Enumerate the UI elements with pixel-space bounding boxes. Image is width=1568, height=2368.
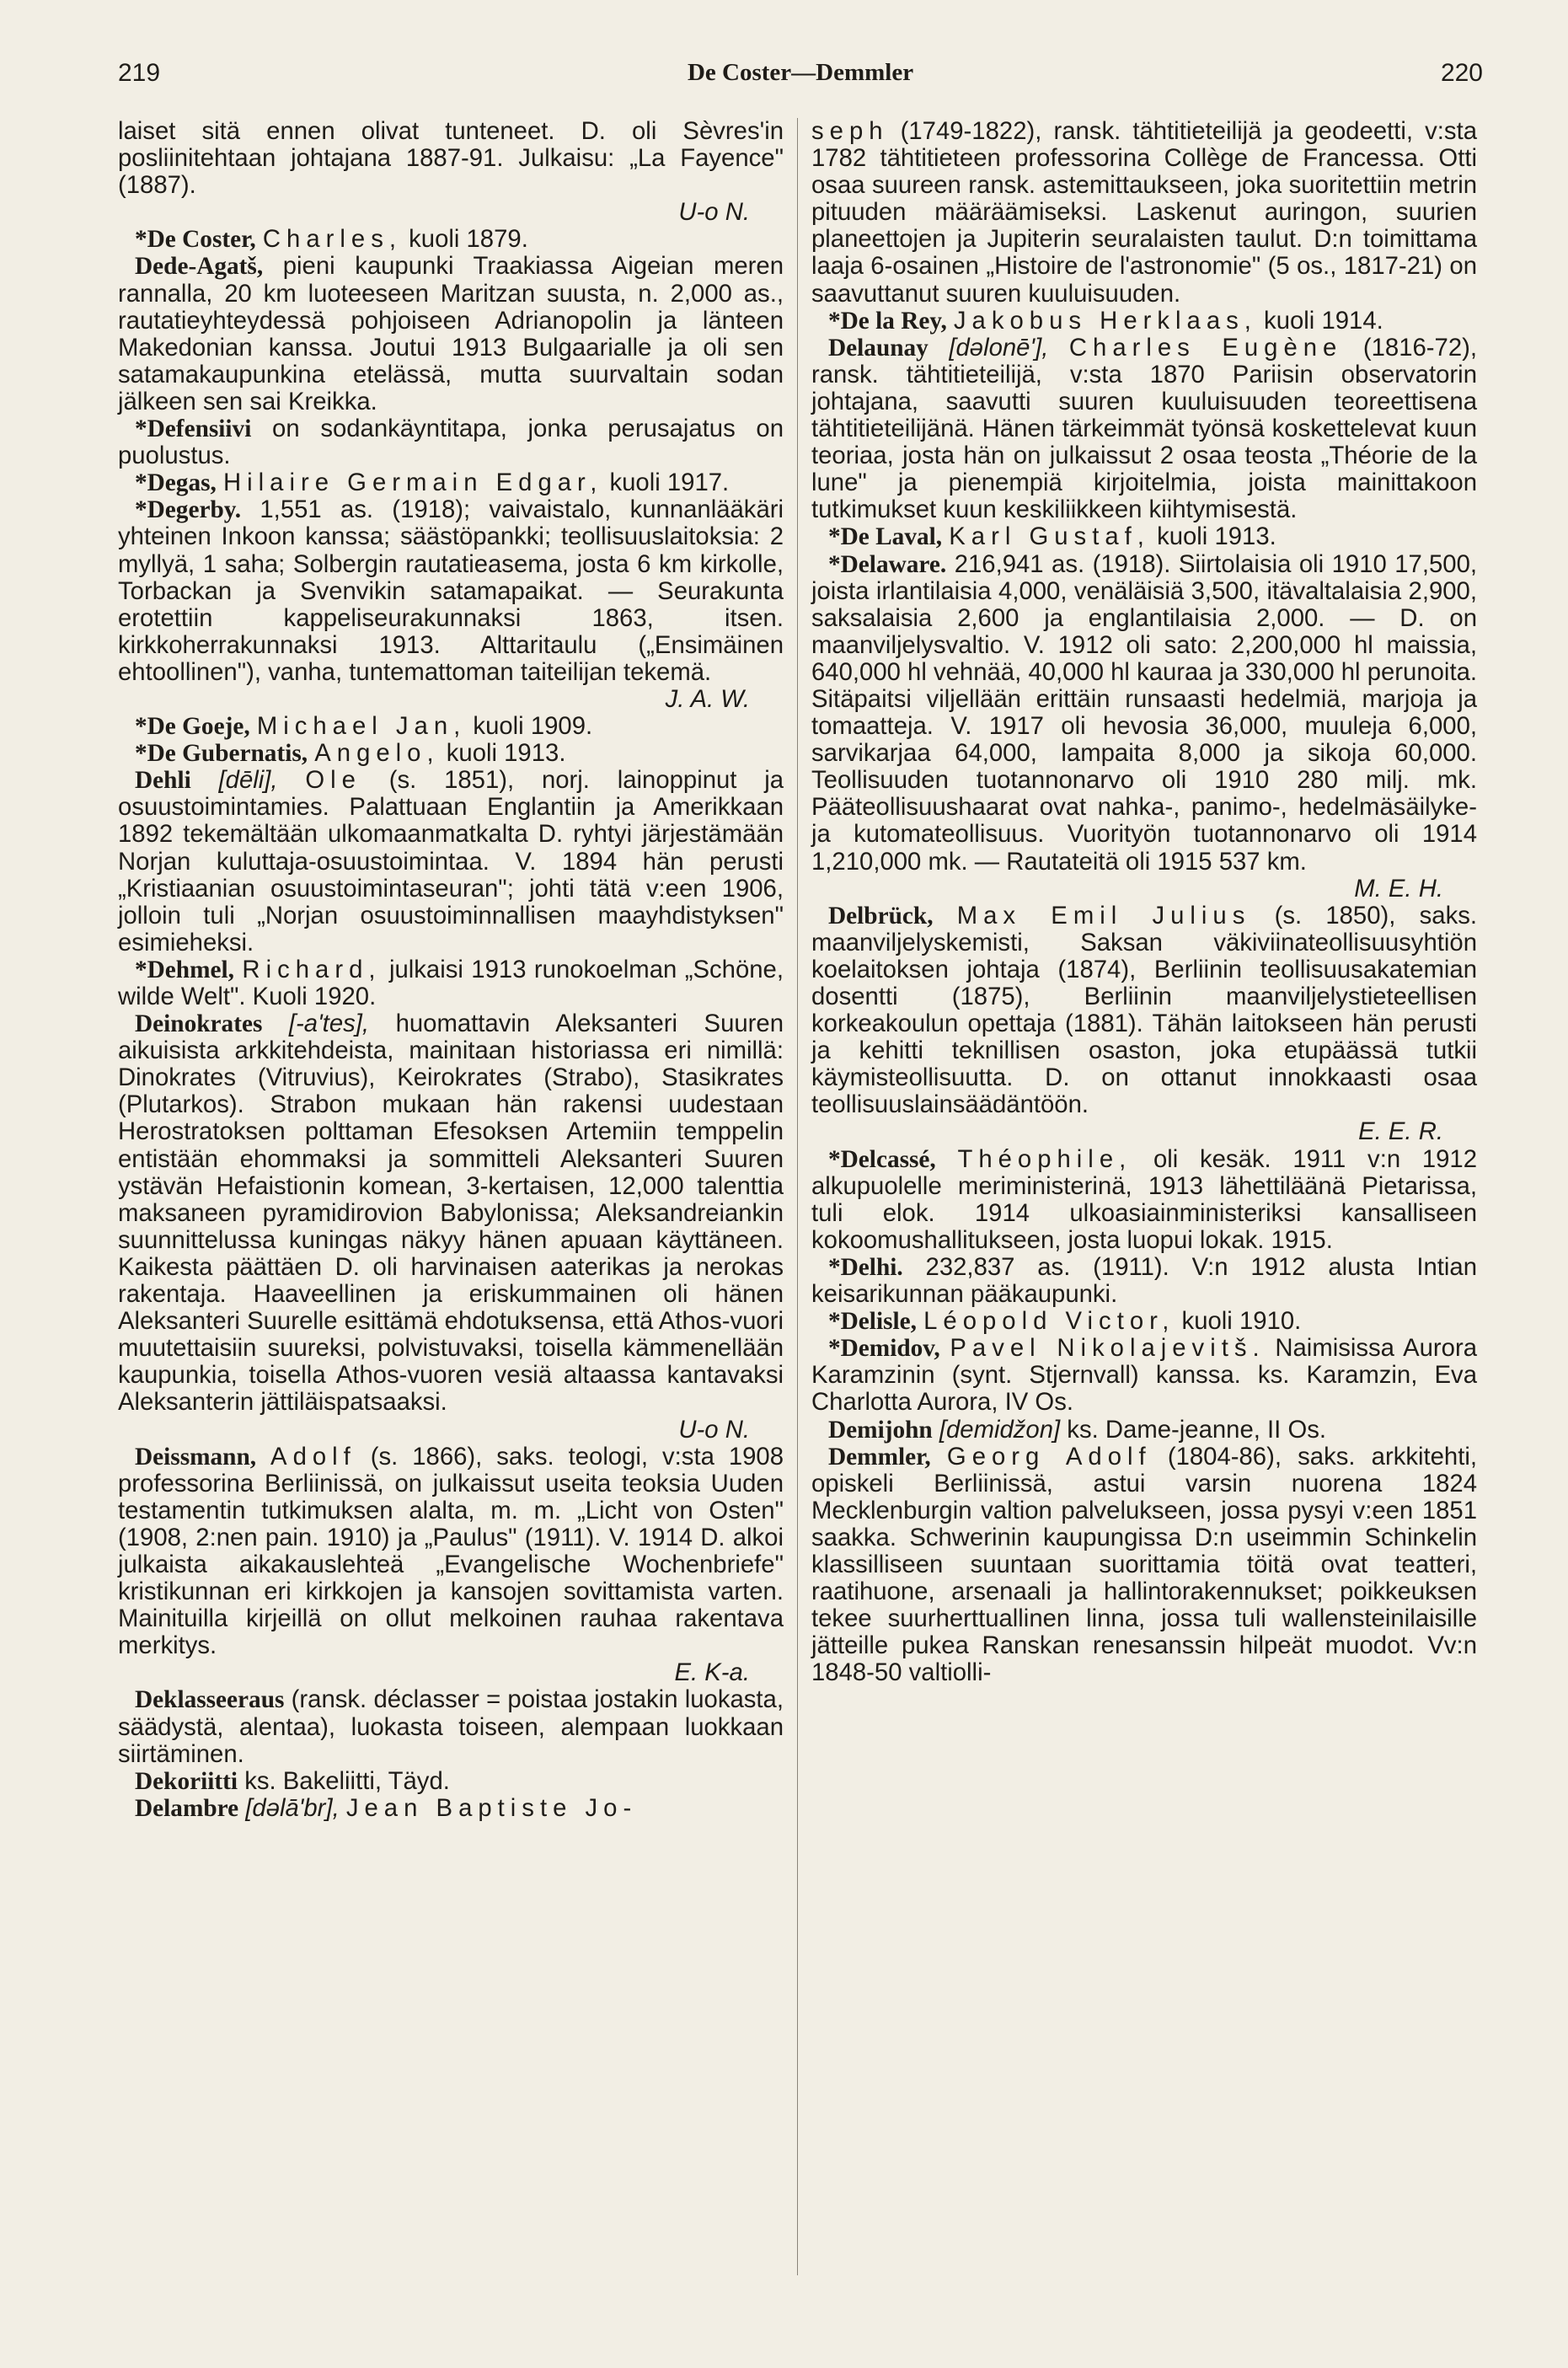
entry-text: (s. 1851), norj. lainoppinut ja osuustoimintamies. Palattuaan Englantiin ja Amerikkaan 1892 tekemältään ulkomaanmatkalta D. ryhtyi järjestämään Norjan kuluttaja-osuustoimintaa. V. 1894 hän perusti „Kristiaanian osuustoimintaseuran"; johti tätä v:een 1906, jolloin tuli „Norjan osuustoiminnallisen maayhdistyksen" esimieheksi. <box>118 766 784 956</box>
encyclopedia-entry <box>118 1444 784 1687</box>
encyclopedia-entry <box>811 335 1477 524</box>
entry-text: kuoli 1910. <box>1181 1307 1302 1336</box>
entry-text: 216,941 as. (1918). Siirtolaisia oli 1910 17,500, joista irlantilaisia 4,000, venäläisiä 3,500, itävaltalaisia 2,900, saksalaisia 2,600 ja englantilaisia 2,000. — D. on maanviljelysvaltio. V. 1912 oli sato: 2,200,000 hl maissia, 640,000 hl vehnää, 40,000 hl kauraa ja 330,000 hl perunoita. Sitäpaitsi viljellään erittäin runsaasti hedelmiä, marjoja ja tomaatteja. V. 1917 oli hevosia 36,000, muuleja 6,000, sarvikarjaa 64,000, lampaita 8,000 ja sikoja 60,000. Teollisuuden tuotannonarvo oli 1910 280 milj. mk. Pääteollisuushaarat ovat nahka-, panimo-, hedelmäsäilyke- ja kutomateollisuus. Vuorityön tuotannonarvo oli 1914 1,210,000 mk. — Rautateitä oli 1915 537 km. <box>811 549 1478 876</box>
entry-headword: *De la Rey, <box>828 307 947 335</box>
entry-headword: Demmler, <box>828 1443 931 1471</box>
entry-spaced-name: seph <box>811 117 889 145</box>
left-column <box>118 118 784 1822</box>
entry-text: julkaisi 1913 runokoelman „Schöne, wilde Welt". Kuoli 1920. <box>118 955 784 1010</box>
entry-headword: *Delcassé, <box>828 1145 936 1173</box>
entry-text: (1749-1822), ransk. tähtitieteilijä ja geodeetti, v:sta 1782 tähtitieteen professorina Collège de Francessa. Otti osaa suureen ransk. astemittaukseen, joka suoritettiin metrin pituuden määräämiseksi. Laskenut auringon, suurien planeettojen ja Jupiterin seuralaisten taulut. D:n toimittama laaja 6-osainen „Histoire de l'astronomie" (5 os., 1817-21) on saavuttanut suuren kuuluisuuden. <box>811 117 1477 308</box>
entry-headword: Delaunay <box>828 334 928 362</box>
continued-entry <box>811 118 1477 308</box>
entry-spaced-name: Karl Gustaf, <box>949 522 1150 551</box>
entry-text: (1804-86), saks. arkkitehti, opiskeli Berliinissä, astui varsin nuorena 1824 Mecklenburgin valtion palvelukseen, jossa pysyi v:een 1851 saakka. Schwerinin kaupungissa D:n useimmin Schinkelin klassilliseen suuntaan suorittamia töitä ovat teatteri, raatihuone, arsenaali ja hallintorakennukset; poikkeuksen tekee suurherttuallinen linna, jossa tuli wallensteinilaisille jätteille pukea Ranskan renesanssin hilpeät muodot. Vv:n 1848-50 valtiolli- <box>811 1442 1478 1687</box>
encyclopedia-entry <box>118 1010 784 1444</box>
encyclopedia-entry <box>118 496 784 713</box>
encyclopedia-entry <box>811 1444 1477 1687</box>
encyclopedia-entry <box>118 469 784 496</box>
entry-headword: *De Gubernatis, <box>135 740 308 768</box>
entry-headword: *De Goeje, <box>135 713 250 741</box>
entry-text: Naimisissa Aurora Karamzinin (synt. Stjernvall) kanssa. ks. Karamzin, Eva Charlotta Aurora, IV Os. <box>811 1334 1477 1417</box>
entry-headword: *Delisle, <box>828 1308 917 1336</box>
entry-headword: *Degas, <box>135 469 217 497</box>
entry-text: 232,837 as. (1911). V:n 1912 alusta Intian keisarikunnan pääkaupunki. <box>811 1252 1477 1309</box>
entry-text: ks. Dame-jeanne, II Os. <box>1067 1415 1327 1444</box>
entry-text: kuoli 1917. <box>609 469 730 497</box>
entry-spaced-name: Jakobus Herklaas, <box>953 306 1257 335</box>
entry-headword: *Defensiivi <box>135 415 252 443</box>
entry-text: ks. Bakeliitti, Täyd. <box>244 1766 450 1795</box>
entry-headword: Deklasseeraus <box>135 1686 285 1714</box>
encyclopedia-entry <box>118 226 784 253</box>
entry-text: kuoli 1913. <box>1157 522 1276 551</box>
entry-spaced-name: Jean Baptiste Jo- <box>345 1793 638 1822</box>
encyclopedia-entry <box>811 1308 1477 1335</box>
entry-text: laiset sitä ennen olivat tunteneet. D. oli Sèvres'in posliinitehtaan johtajana 1887-91. Julkaisu: „La Fayence" (1887). <box>118 117 784 200</box>
entry-headword: Delambre <box>135 1794 239 1822</box>
entry-headword: *Demidov, <box>828 1335 940 1363</box>
encyclopedia-entry <box>811 308 1477 335</box>
entry-pronunciation: [dəlonē'], <box>949 333 1049 362</box>
entry-spaced-name: Pavel Nikolajevitš. <box>950 1334 1266 1363</box>
column-divider <box>797 118 798 2275</box>
encyclopedia-entry <box>118 767 784 956</box>
right-column <box>811 118 1477 1686</box>
entry-text: huomattavin Aleksanteri Suuren aikuisista arkkitehdeista, mainitaan historiassa eri nimillä: Dinokrates (Vitruvius), Keirokrates (Strabo), Stasikrates (Plutarkos). Strabon mukaan hän rakensi uudestaan Herostratoksen polttaman Efesoksen Artemiin temppelin entistään ehommaksi ja sommitteli Aleksanteri Suuren ystävän Hefaistionin komean, 3-kertaisen, 12,000 talenttia maksaneen pyramidirovion Babylonissa; Aleksandreiankin suunnittelussa kuningas näkyy hänen apuaan käyttäneen. Kaikesta päättäen D. oli harvinaisen aaterikas ja nerokas rakentaja. Haaveellinen ja eriskummainen oli hänen Aleksanteri Suurelle esittämä ehdotuksensa, että Athos-vuori muutettaisiin suureksi, polvistuvaksi, toisella kämmenellään kaupunkia, toisella Athos-vuoren vesiä altaassa kantavaksi Aleksanterin jättiläispatsaaksi. <box>118 1010 784 1417</box>
entry-headword: Dekoriitti <box>135 1767 238 1795</box>
entry-spaced-name: Charles Eugène <box>1068 333 1343 362</box>
entry-headword: *Delaware. <box>828 550 947 578</box>
entry-text: oli kesäk. 1911 v:n 1912 alkupuolelle meriministerinä, 1913 lähettiläänä Pietarissa, tuli elok. 1914 ulkoasiainministeriksi kansalliseen kokoomushallitukseen, josta luopui lokak. 1915. <box>811 1144 1477 1254</box>
encyclopedia-entry <box>811 551 1477 903</box>
entry-headword: Dede-Agatš, <box>135 253 264 281</box>
entry-spaced-name: Max Emil Julius <box>956 901 1251 930</box>
entry-spaced-name: Charles, <box>262 225 402 254</box>
entry-spaced-name: Georg Adolf <box>946 1442 1152 1471</box>
entry-text: kuoli 1913. <box>446 739 566 768</box>
author-signature: E. E. R. <box>1358 1117 1443 1146</box>
entry-headword: *De Coster, <box>135 226 256 254</box>
entry-spaced-name: Ole <box>305 766 361 795</box>
encyclopedia-entry <box>118 740 784 767</box>
page-header <box>118 59 1483 101</box>
entry-headword: Dehli <box>135 767 191 795</box>
author-signature: M. E. H. <box>1354 874 1443 903</box>
entry-text: (s. 1850), saks. maanviljelyskemisti, Saksan väkiviinateollisuusyhtiön koelaitoksen johtaja (1874), Berliinin teollisuusakatemian dosentti (1875), Berliinin maanviljelystieteellisen korkeakoulun opettaja (1881). Tähän laitokseen hän perusti ja kehitti teknillisen osaston, joka etupäässä tutkii käymisteollisuutta. D. on ottanut innokkaasti osaa teollisuuslainsäädäntöön. <box>811 901 1478 1119</box>
encyclopedia-entry <box>118 253 784 415</box>
encyclopedia-entry <box>811 523 1477 550</box>
entry-headword: *Dehmel, <box>135 956 234 983</box>
encyclopedia-entry <box>811 1254 1477 1308</box>
encyclopedia-entry <box>811 1417 1477 1444</box>
entry-text: 1,551 as. (1918); vaivaistalo, kunnanlääkäri yhteinen Inkoon kanssa; säästöpankki; teollisuuslaitoksia: 2 myllyä, 1 saha; Solbergin rautatieasema, josta 6 km kirkolle, Torbackan ja Svenvikin satamapaikat. — Seurakunta erotettiin kappeliseurakunnaksi 1863, itsen. kirkkoherrakunnaksi 1913. Alttaritaulu („Ensimäinen ehtoollinen"), vanha, tuntemattoman taiteilijan tekemä. <box>118 496 784 686</box>
entry-headword: Demijohn <box>828 1416 933 1444</box>
entry-text: kuoli 1914. <box>1264 306 1383 335</box>
entry-headword: *Degerby. <box>135 496 242 524</box>
author-signature: U-o N. <box>678 198 750 227</box>
entry-spaced-name: Michael Jan, <box>256 712 467 741</box>
page-number-right: 220 <box>1440 59 1483 87</box>
author-signature: U-o N. <box>678 1415 750 1444</box>
entry-headword: *Delhi. <box>828 1253 903 1281</box>
author-signature: J. A. W. <box>665 684 750 713</box>
continued-entry <box>118 118 784 226</box>
entry-spaced-name: Adolf <box>270 1442 356 1471</box>
entry-text: (ransk. déclasser = poistaa jostakin luokasta, säädystä, alentaa), luokasta toiseen, alempaan luokkaan siirtäminen. <box>118 1685 784 1768</box>
entry-text: kuoli 1909. <box>473 712 593 741</box>
encyclopedia-entry <box>118 956 784 1010</box>
entry-headword: Deinokrates <box>135 1010 263 1038</box>
entry-text: on sodankäyntitapa, jonka perusajatus on puolustus. <box>118 415 784 470</box>
entry-text: pieni kaupunki Traakiassa Aigeian meren rannalla, 20 km luoteeseen Maritzan suusta, n. 2,000 as., rautatieyhteydessä pohjoiseen Adrianopolin ja länteen Makedonian kanssa. Joutui 1913 Bulgaarialle ja oli sen satamakaupunkina etelässä, mutta suurvaltain sodan jälkeen sen sai Kreikka. <box>118 252 784 415</box>
entry-text: (1816-72), ransk. tähtitieteilijä, v:sta 1870 Pariisin observatorin johtajana, saavutti suuren kuuluisuuden teoreettisena tähtitieteilijänä. Hänen tärkeimmät työnsä koskettelevat kuun teoriaa, josta hän on julkaissut 2 osaa teosta „Théorie de la lune" ja pienempiä kirjoitelmia, joista mainittakoon tutkimukset kuun keskiliikkeen kiihtymisestä. <box>811 333 1478 524</box>
entry-headword: Delbrück, <box>828 902 934 930</box>
encyclopedia-entry <box>118 713 784 740</box>
encyclopedia-entry <box>118 1686 784 1767</box>
page-number-left: 219 <box>118 59 161 87</box>
entry-text: (s. 1866), saks. teologi, v:sta 1908 professorina Berliinissä, on julkaissut useita teoksia Uuden testamentin tutkimuksen alalta, m. m. „Licht von Osten" (1908, 2:nen pain. 1910) ja „Paulus" (1911). V. 1914 D. alkoi julkaista aikakauslehteä „Evangelische Wochenbriefe" kristikunnan eri kirkkojen ja kansojen sovittamista varten. Mainituilla kirjeillä on ollut melkoinen rauhaa rakentava merkitys. <box>118 1442 784 1660</box>
entry-spaced-name: Théophile, <box>957 1144 1132 1173</box>
entry-spaced-name: Léopold Victor, <box>923 1307 1175 1336</box>
entry-pronunciation: [-a'tes], <box>288 1010 370 1038</box>
encyclopedia-entry <box>118 415 784 469</box>
entry-headword: Deissmann, <box>135 1443 257 1471</box>
entry-text: kuoli 1879. <box>409 225 528 254</box>
encyclopedia-entry <box>811 903 1477 1146</box>
encyclopedia-entry <box>811 1335 1477 1416</box>
encyclopedia-entry <box>118 1795 784 1822</box>
encyclopedia-entry <box>811 1146 1477 1254</box>
entry-headword: *De Laval, <box>828 523 943 551</box>
author-signature: E. K-a. <box>674 1658 750 1687</box>
entry-spaced-name: Hilaire Germain Edgar, <box>222 469 603 497</box>
entry-pronunciation: [demidžon] <box>939 1415 1061 1444</box>
encyclopedia-entry <box>118 1768 784 1795</box>
entry-pronunciation: [dēli], <box>218 766 278 795</box>
entry-spaced-name: Richard, <box>242 955 382 983</box>
entry-spaced-name: Angelo, <box>314 739 440 768</box>
running-head: De Coster—Demmler <box>687 59 914 86</box>
entry-pronunciation: [dəlā'br], <box>245 1793 340 1822</box>
